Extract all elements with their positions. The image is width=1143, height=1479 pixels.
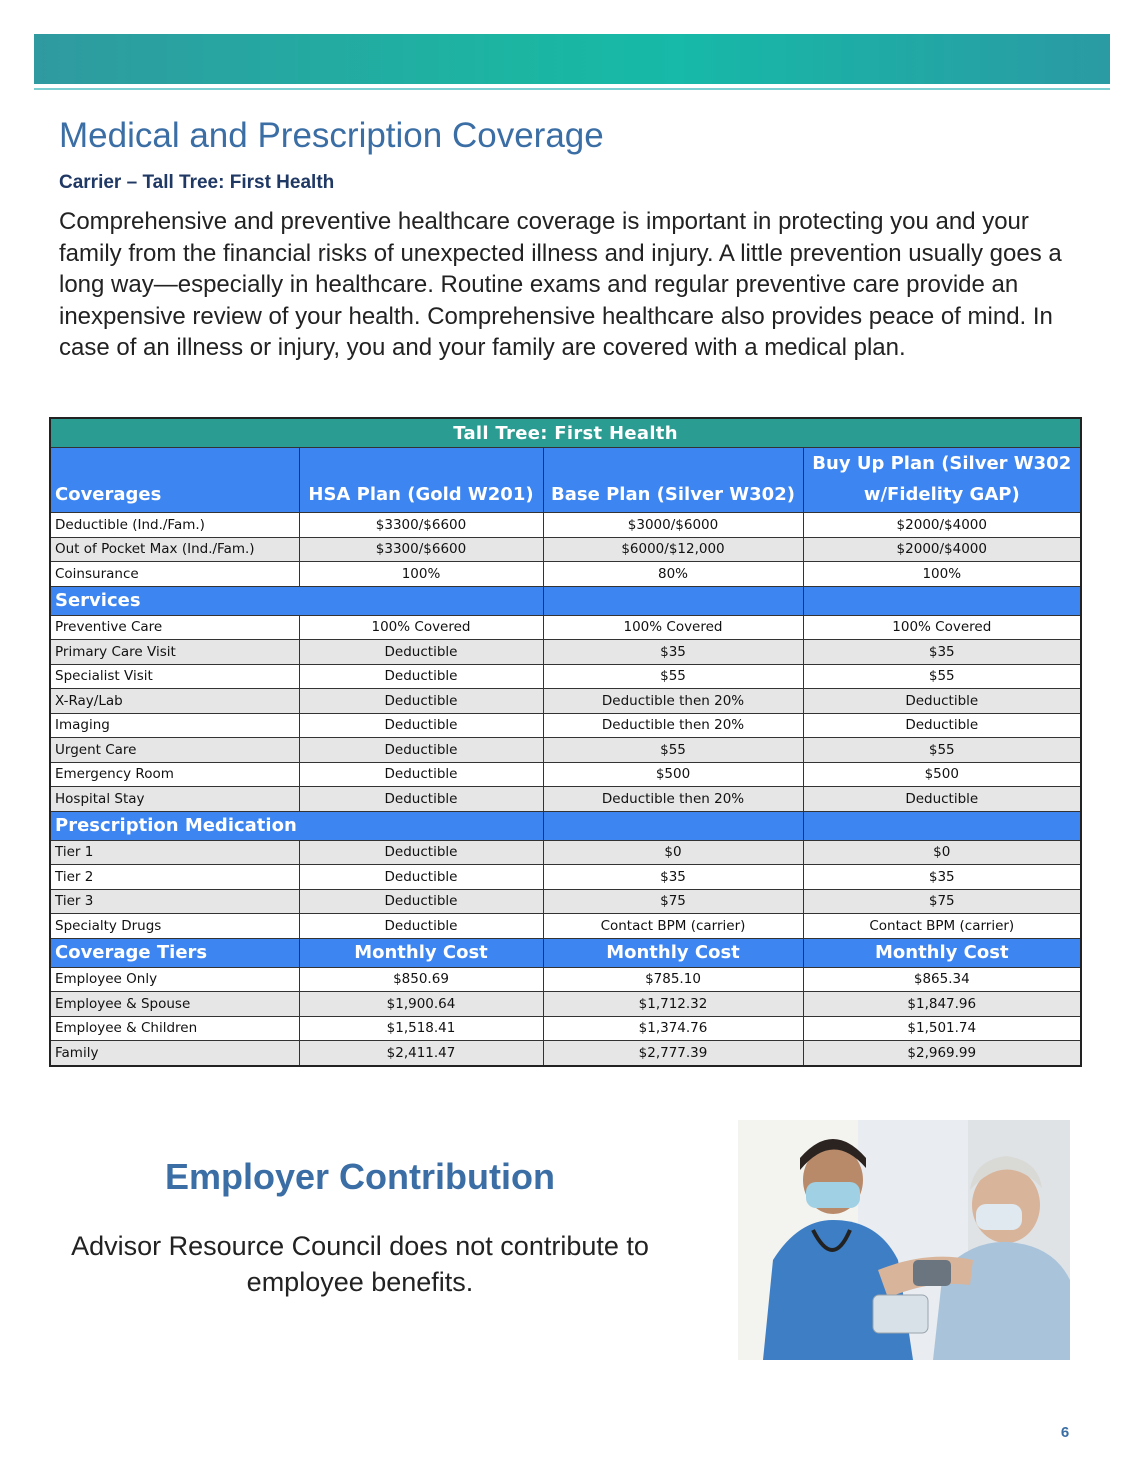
table-cell: $3300/$6600 [299, 513, 543, 538]
table-cell: Deductible [299, 840, 543, 865]
table-cell [543, 811, 803, 840]
table-row [50, 1041, 1081, 1066]
table-cell: 100% [803, 562, 1081, 587]
table-cell: $55 [543, 664, 803, 689]
header-banner [34, 34, 1110, 84]
table-cell: Deductible [299, 738, 543, 763]
table-row [50, 787, 1081, 812]
table-row [50, 713, 1081, 738]
table-cell: $75 [803, 889, 1081, 914]
section-header-row [50, 586, 1081, 615]
table-cell: Family [50, 1041, 299, 1066]
table-cell: $1,374.76 [543, 1016, 803, 1041]
table-cell: Deductible [299, 689, 543, 714]
table-cell: Employee & Children [50, 1016, 299, 1041]
table-row [50, 513, 1081, 538]
table-cell: $55 [803, 738, 1081, 763]
table-cell [543, 586, 803, 615]
table-cell: Deductible [299, 865, 543, 890]
table-cell: Specialty Drugs [50, 914, 299, 939]
table-cell: Deductible then 20% [543, 689, 803, 714]
table-cell: Urgent Care [50, 738, 299, 763]
table-cell: $0 [543, 840, 803, 865]
table-cell: $2000/$4000 [803, 513, 1081, 538]
table-cell: Deductible then 20% [543, 787, 803, 812]
column-header: Base Plan (Silver W302) [543, 448, 803, 513]
table-cell: $500 [543, 762, 803, 787]
table-cell: 100% Covered [299, 615, 543, 640]
carrier-label: Carrier – Tall Tree: First Health [59, 172, 335, 193]
section-header-row [50, 811, 1081, 840]
table-row [50, 537, 1081, 562]
table-cell: Deductible [299, 664, 543, 689]
employer-contribution-title: Employer Contribution [165, 1156, 555, 1197]
table-cell: 100% Covered [543, 615, 803, 640]
table-cell: $3300/$6600 [299, 537, 543, 562]
table-row [50, 762, 1081, 787]
column-header: Monthly Cost [543, 938, 803, 967]
table-cell: $1,900.64 [299, 992, 543, 1017]
section-header-row [50, 938, 1081, 967]
table-cell: Deductible [299, 713, 543, 738]
table-cell: $35 [543, 640, 803, 665]
table-row [50, 967, 1081, 992]
table-cell: Deductible [299, 889, 543, 914]
coverage-table [49, 417, 1082, 1067]
table-cell: Imaging [50, 713, 299, 738]
table-cell: Preventive Care [50, 615, 299, 640]
table-cell: X-Ray/Lab [50, 689, 299, 714]
table-cell: Coinsurance [50, 562, 299, 587]
table-cell: Primary Care Visit [50, 640, 299, 665]
table-row [50, 615, 1081, 640]
table-cell: $0 [803, 840, 1081, 865]
table-cell: $850.69 [299, 967, 543, 992]
table-row [50, 840, 1081, 865]
section-label-tiers: Coverage Tiers [50, 938, 299, 967]
employer-contribution-text: Advisor Resource Council does not contribute to employee benefits. [71, 1231, 649, 1297]
table-cell: Tier 1 [50, 840, 299, 865]
table-cell: $35 [543, 865, 803, 890]
column-header: Monthly Cost [803, 938, 1081, 967]
table-cell: $3000/$6000 [543, 513, 803, 538]
table-title-row [50, 418, 1081, 448]
table-cell: Deductible [803, 787, 1081, 812]
table-title: Tall Tree: First Health [50, 418, 1081, 448]
table-row [50, 992, 1081, 1017]
table-cell: $1,712.32 [543, 992, 803, 1017]
table-row [50, 1016, 1081, 1041]
page-title: Medical and Prescription Coverage [59, 116, 604, 155]
table-cell [803, 586, 1081, 615]
table-cell: $1,847.96 [803, 992, 1081, 1017]
intro-paragraph: Comprehensive and preventive healthcare coverage is important in protecting you and your family from the financial risks of unexpected illness and injury. A little prevention usually goes a long way—especially in healthcare. Routine exams and regular preventive care provide an inexpensive review of your health. Comprehensive healthcare also provides peace of mind. In case of an illness or injury, you and your family are covered with a medical plan. [59, 208, 1062, 361]
table-cell: Employee & Spouse [50, 992, 299, 1017]
doctor-patient-illustration [738, 1120, 1070, 1360]
table-cell: Deductible then 20% [543, 713, 803, 738]
table-cell: $55 [543, 738, 803, 763]
section-label-services: Services [50, 586, 543, 615]
table-cell: $1,501.74 [803, 1016, 1081, 1041]
table-cell: $35 [803, 865, 1081, 890]
table-cell [803, 811, 1081, 840]
table-row [50, 640, 1081, 665]
table-cell: Deductible [299, 914, 543, 939]
table-cell: Out of Pocket Max (Ind./Fam.) [50, 537, 299, 562]
table-row [50, 738, 1081, 763]
table-cell: Deductible [803, 689, 1081, 714]
table-cell: $2,969.99 [803, 1041, 1081, 1066]
table-cell: Deductible [299, 640, 543, 665]
table-cell: Deductible (Ind./Fam.) [50, 513, 299, 538]
table-cell: Emergency Room [50, 762, 299, 787]
table-row [50, 562, 1081, 587]
section-label-prescription: Prescription Medication [50, 811, 543, 840]
table-cell: $2,777.39 [543, 1041, 803, 1066]
table-cell: 100% Covered [803, 615, 1081, 640]
table-row [50, 664, 1081, 689]
table-row [50, 689, 1081, 714]
table-row [50, 889, 1081, 914]
table-row [50, 865, 1081, 890]
table-cell: Deductible [299, 762, 543, 787]
header-rule [34, 88, 1110, 90]
table-cell: 80% [543, 562, 803, 587]
table-cell: Specialist Visit [50, 664, 299, 689]
table-cell: Contact BPM (carrier) [803, 914, 1081, 939]
table-cell: $2,411.47 [299, 1041, 543, 1066]
column-header: Monthly Cost [299, 938, 543, 967]
table-cell: Deductible [299, 787, 543, 812]
table-cell: Tier 3 [50, 889, 299, 914]
table-cell: $6000/$12,000 [543, 537, 803, 562]
column-header: Coverages [50, 448, 299, 513]
table-cell: Tier 2 [50, 865, 299, 890]
table-cell: $865.34 [803, 967, 1081, 992]
column-header: Buy Up Plan (Silver W302 w/Fidelity GAP) [803, 448, 1081, 513]
table-cell: $35 [803, 640, 1081, 665]
doctor-patient-photo [738, 1120, 1070, 1360]
table-cell: Hospital Stay [50, 787, 299, 812]
table-cell: 100% [299, 562, 543, 587]
page-number: 6 [1060, 1424, 1070, 1441]
table-cell: $785.10 [543, 967, 803, 992]
table-cell: Employee Only [50, 967, 299, 992]
table-cell: $55 [803, 664, 1081, 689]
table-cell: Deductible [803, 713, 1081, 738]
table-cell: $1,518.41 [299, 1016, 543, 1041]
table-cell: $75 [543, 889, 803, 914]
table-cell: Contact BPM (carrier) [543, 914, 803, 939]
table-row [50, 914, 1081, 939]
table-cell: $500 [803, 762, 1081, 787]
table-header-row [50, 448, 1081, 513]
column-header: HSA Plan (Gold W201) [299, 448, 543, 513]
table-cell: $2000/$4000 [803, 537, 1081, 562]
